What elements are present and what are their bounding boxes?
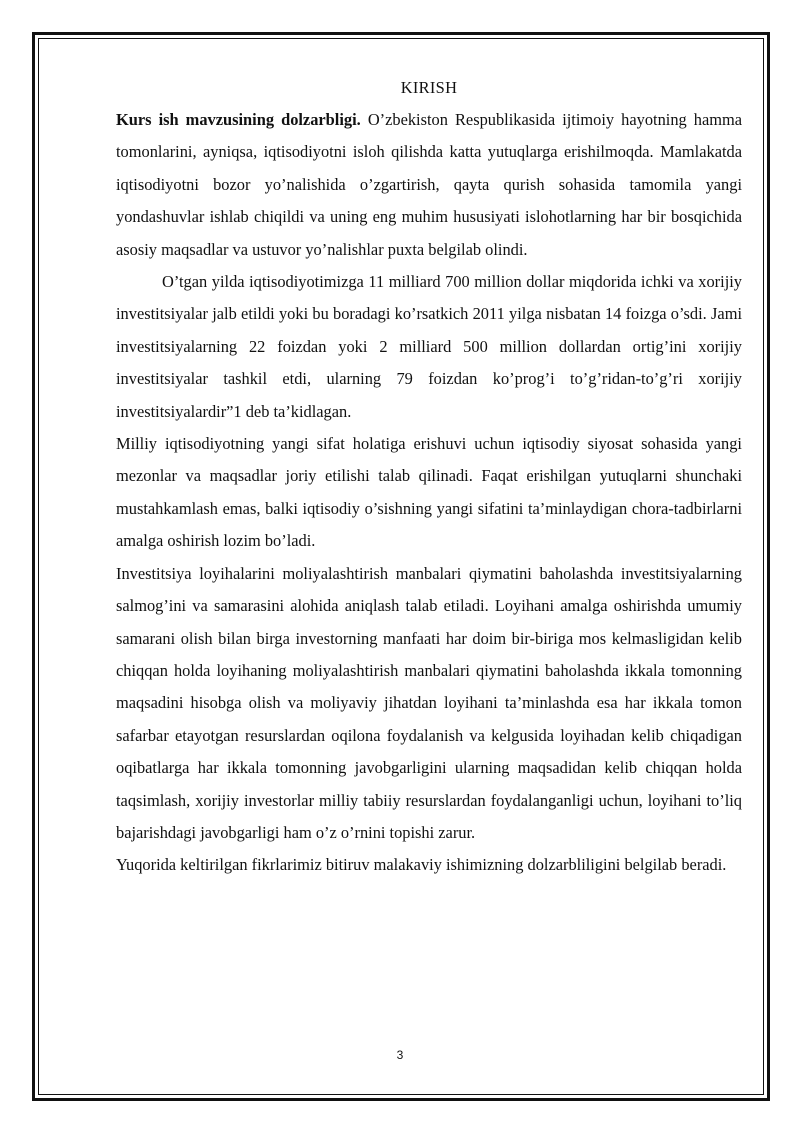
- document-body: [116, 72, 742, 882]
- paragraph-investments: O’tgan yilda iqtisodiyotimizga 11 milliard 700 million dollar miqdorida ichki va xorijiy investitsiyalar jalb etildi yoki bu boradagi ko’rsatkich 2011 yilga nisbatan 14 foizga o’sdi. Jami investitsiyalarning 22 foizdan yoki 2 milliard 500 million dollardan ortig’ini xorijiy investitsiyalar tashkil etdi, ularning 79 foizdan ko’prog’i to’g’ridan-to’g’ri xorijiy investitsiyalardir”1 deb ta’kidlagan.: [116, 272, 742, 421]
- paragraph-national-economy: Milliy iqtisodiyotning yangi sifat holatiga erishuvi uchun iqtisodiy siyosat sohasida yangi mezonlar va maqsadlar joriy etilishi talab qilinadi. Faqat erishilgan yutuqlarni shunchaki mustahkamlash emas, balki iqtisodiy o’sishning yangi sifatini ta’minlaydigan chora-tadbirlarni amalga oshirish lozim bo’ladi.: [116, 434, 742, 551]
- paragraph-conclusion: Yuqorida keltirilgan fikrlarimiz bitiruv malakaviy ishimizning dolzarbliligini belgilab beradi.: [116, 855, 727, 875]
- paragraph-text: O’zbekiston Respublikasida ijtimoiy hayotning hamma tomonlarini, ayniqsa, iqtisodiyotni isloh qilishda katta yutuqlarga erishilmoqda. Mamlakatda iqtisodiyotni bozor yo’nalishida o’zgartirish, qayta qurish sohasida tamomila yangi yondashuvlar ishlab chiqildi va uning eng muhim hususiyati islohotlarning har bir bosqichida asosiy maqsadlar va ustuvor yo’nalishlar puxta belgilab olindi.: [116, 110, 743, 259]
- paragraph-relevance: [116, 104, 742, 266]
- page-number: 3: [396, 1048, 404, 1062]
- paragraph-project-financing: Investitsiya loyihalarini moliyalashtirish manbalari qiymatini baholashda investitsiyalarning salmog’ini va samarasini alohida aniqlash talab etiladi. Loyihani amalga oshirishda umumiy samarani olish bilan birga investorning manfaati har doim bir-biriga mos kelmasligidan kelib chiqqan holda loyihaning moliyalashtirish manbalari qiymatini baholashda ikkala tomonning maqsadini hisobga olish va moliyaviy jihatdan loyihani ta’minlashda esa har ikkala tomon safarbar etayotgan resurslardan oqilona foydalanish va kelgusida loyihadan kelib chiqadigan oqibatlarga har ikkala tomonning javobgarligini ularning maqsadidan kelib chiqqan holda taqsimlash, xorijiy investorlar milliy tabiiy resurslardan foydalanganligi uchun, loyihani to’liq bajarishdagi javobgarligi ham o’z o’rnini topishi zarur.: [116, 563, 742, 842]
- section-title: KIRISH: [400, 78, 458, 97]
- paragraph-lead: Kurs ish mavzusining dolzarbligi.: [116, 110, 361, 129]
